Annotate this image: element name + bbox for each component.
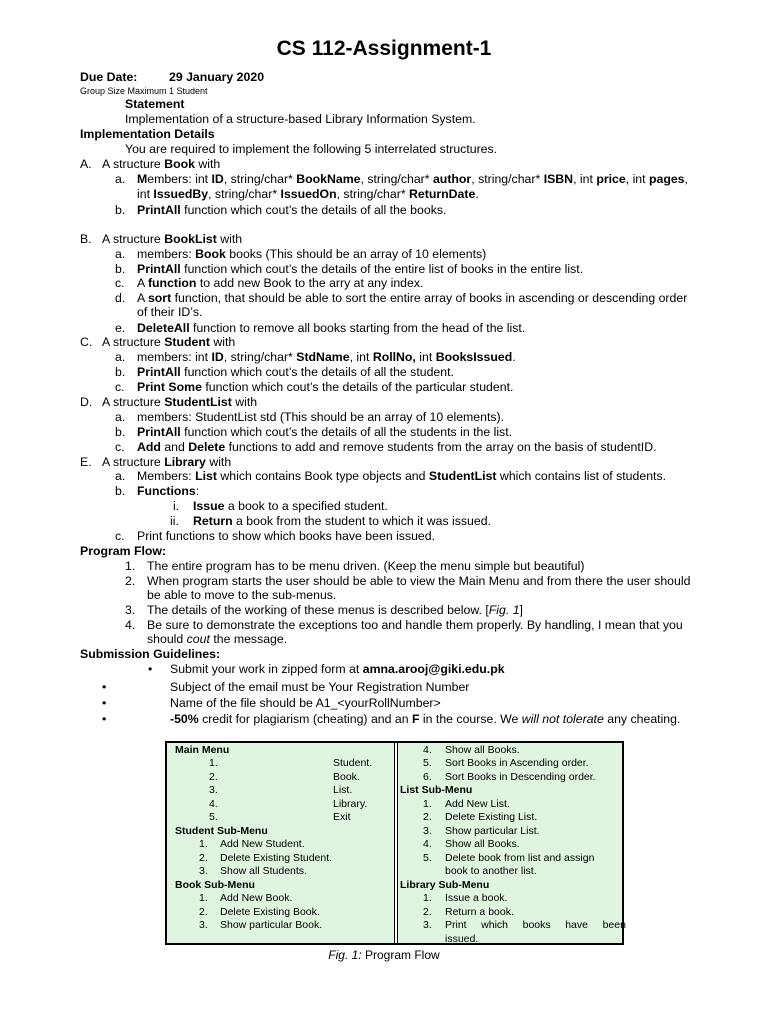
flow-item-3: The details of the working of these menus is described below. [Fig. 1]	[147, 603, 523, 617]
booklist-members: members: Book books (This should be an array of 10 elements)	[137, 247, 487, 261]
menu-number: 4.	[209, 797, 218, 810]
book-submenu-item: Sort Books in Ascending order.	[445, 757, 589, 769]
structure-e-heading: A structure Library with	[102, 455, 232, 469]
library-submenu-item: Return a book.	[445, 905, 514, 918]
menu-number: 3.	[199, 865, 208, 877]
item-marker: i.	[173, 499, 180, 513]
booklist-sort-line2: of their ID’s.	[137, 305, 203, 319]
structure-c-marker: C.	[80, 335, 93, 349]
student-printsome: Print Some function which cout’s the details of the particular student.	[137, 380, 514, 394]
item-marker: 2.	[125, 574, 136, 588]
list-submenu-item: Show particular List.	[445, 824, 540, 837]
program-flow-figure	[165, 741, 624, 945]
student-submenu-item: Add New Student.	[220, 838, 305, 850]
menu-number: 2.	[209, 770, 218, 783]
submission-item-1: Submit your work in zipped form at amna.arooj@giki.edu.pk	[170, 662, 505, 676]
main-menu-heading: Main Menu	[175, 744, 230, 756]
library-members: Members: List which contains Book type objects and StudentList which contains list of students.	[137, 469, 667, 483]
studentlist-add-delete: Add and Delete functions to add and remove students from the array on the basis of studentID.	[137, 440, 657, 454]
booklist-add-function: A function to add new Book to the arry at any index.	[137, 276, 424, 290]
menu-number: 3.	[423, 824, 432, 837]
flow-item-4-line1: Be sure to demonstrate the exceptions too and handle them properly. By handling, I mean that you	[147, 618, 683, 632]
menu-number: 5.	[209, 811, 218, 823]
submission-heading: Submission Guidelines:	[80, 647, 221, 661]
library-return: Return a book from the student to which it was issued.	[193, 514, 491, 528]
menu-number: 5.	[423, 851, 432, 864]
item-marker: d.	[115, 291, 126, 305]
structure-a-marker: A.	[80, 157, 92, 171]
list-submenu-item: Show all Books.	[445, 838, 520, 850]
studentlist-printall: PrintAll function which cout’s the details of all the students in the list.	[137, 425, 513, 439]
bullet: •	[102, 696, 107, 710]
item-marker: c.	[115, 529, 125, 543]
group-size: Group Size Maximum 1 Student	[80, 86, 208, 96]
list-submenu-item: Delete book from list and assign	[445, 851, 595, 864]
main-menu-item: Exit	[333, 811, 351, 823]
main-menu-item: Book.	[333, 770, 360, 783]
due-date-label: Due Date:	[80, 70, 138, 84]
menu-number: 1.	[423, 892, 432, 904]
bullet: •	[102, 712, 107, 726]
bullet: •	[148, 662, 153, 676]
item-marker: c.	[115, 276, 125, 290]
structure-a-heading: A structure Book with	[102, 157, 221, 171]
item-marker: a.	[115, 350, 126, 364]
page-title: CS 112-Assignment-1	[276, 37, 492, 60]
flow-item-2-line2: be able to move to the sub-menus.	[147, 588, 337, 602]
flow-item-2-line1: When program starts the user should be able to view the Main Menu and from there the user should	[147, 574, 691, 588]
program-flow-heading: Program Flow:	[80, 544, 167, 558]
menu-number: 1.	[199, 838, 208, 850]
menu-number: 5.	[423, 757, 432, 769]
menu-number: 3.	[423, 919, 432, 931]
item-marker: b.	[115, 425, 126, 439]
library-issue: Issue a book to a specified student.	[193, 499, 388, 513]
menu-number: 3.	[199, 919, 208, 931]
item-marker: a.	[115, 469, 126, 483]
flow-item-1: The entire program has to be menu driven. (Keep the menu simple but beautiful)	[147, 559, 585, 573]
book-members-line2: int IssuedBy, string/char* IssuedOn, string/char* ReturnDate.	[137, 187, 479, 201]
structure-b-marker: B.	[80, 232, 92, 246]
library-submenu-heading: Library Sub-Menu	[400, 878, 490, 891]
menu-number: 1.	[423, 797, 432, 810]
book-submenu-heading: Book Sub-Menu	[175, 878, 255, 891]
item-marker: b.	[115, 262, 126, 276]
list-submenu-item: Delete Existing List.	[445, 811, 538, 823]
structure-d-heading: A structure StudentList with	[102, 395, 258, 409]
item-marker: 4.	[125, 618, 136, 632]
menu-number: 2.	[199, 905, 208, 918]
book-submenu-item: Sort Books in Descending order.	[445, 770, 596, 783]
book-submenu-item: Show all Books.	[445, 744, 520, 756]
menu-number: 6.	[423, 770, 432, 783]
structure-c-heading: A structure Student with	[102, 335, 236, 349]
item-marker: b.	[115, 365, 126, 379]
menu-number: 4.	[423, 744, 432, 756]
menu-number: 3.	[209, 784, 218, 796]
item-marker: c.	[115, 380, 125, 394]
student-printall: PrintAll function which cout’s the details of all the student.	[137, 365, 454, 379]
statement-text: Implementation of a structure-based Library Information System.	[125, 112, 476, 126]
structure-d-marker: D.	[80, 395, 93, 409]
main-menu-item: List.	[333, 784, 353, 796]
main-menu-item: Student.	[333, 757, 373, 769]
book-submenu-item: Show particular Book.	[220, 919, 323, 931]
student-members: members: int ID, string/char* StdName, int RollNo, int BooksIssued.	[137, 350, 516, 364]
book-members-line1: Members: int ID, string/char* BookName, string/char* author, string/char* ISBN, int price, int pages,	[137, 172, 688, 186]
due-date-value: 29 January 2020	[169, 70, 265, 84]
menu-number: 2.	[423, 811, 432, 823]
item-marker: b.	[115, 203, 126, 217]
item-marker: a.	[115, 172, 126, 186]
figure-caption: Fig. 1: Program Flow	[328, 948, 440, 962]
book-submenu-item: Delete Existing Book.	[220, 905, 320, 918]
booklist-deleteall: DeleteAll function to remove all books starting from the head of the list.	[137, 321, 526, 335]
item-marker: c.	[115, 440, 125, 454]
menu-number: 2.	[423, 905, 432, 918]
column-divider	[394, 743, 398, 943]
menu-number: 1.	[199, 892, 208, 904]
item-marker: 3.	[125, 603, 136, 617]
submission-item-4: -50% credit for plagiarism (cheating) and an F in the course. We will not tolerate any cheating.	[170, 712, 681, 726]
student-submenu-heading: Student Sub-Menu	[175, 824, 268, 837]
menu-number: 2.	[199, 851, 208, 864]
bullet: •	[102, 680, 107, 694]
book-printall: PrintAll function which cout’s the details of all the books.	[137, 203, 447, 217]
booklist-sort-line1: A sort function, that should be able to sort the entire array of books in ascending or descending order	[137, 291, 688, 305]
menu-number: 1.	[209, 757, 218, 769]
item-marker: b.	[115, 484, 126, 498]
library-submenu-item-continued: issued.	[445, 932, 479, 945]
main-menu-item: Library.	[333, 797, 368, 810]
library-print: Print functions to show which books have been issued.	[137, 529, 436, 543]
structure-b-heading: A structure BookList with	[102, 232, 243, 246]
list-submenu-item-continued: book to another list.	[445, 865, 537, 877]
student-submenu-item: Delete Existing Student.	[220, 851, 333, 864]
item-marker: a.	[115, 410, 126, 424]
implementation-intro: You are required to implement the following 5 interrelated structures.	[125, 142, 498, 156]
item-marker: 1.	[125, 559, 136, 573]
item-marker: ii.	[170, 514, 179, 528]
submission-item-3: Name of the file should be A1_<yourRollNumber>	[170, 696, 441, 710]
menu-number: 4.	[423, 838, 432, 850]
library-submenu-item: Print which books have been	[445, 919, 626, 931]
student-submenu-item: Show all Students.	[220, 865, 307, 877]
item-marker: e.	[115, 321, 126, 335]
flow-item-4-line2: should cout the message.	[147, 632, 288, 646]
list-submenu-heading: List Sub-Menu	[400, 784, 473, 796]
structure-e-marker: E.	[80, 455, 92, 469]
submission-item-2: Subject of the email must be Your Registration Number	[170, 680, 470, 694]
implementation-heading: Implementation Details	[80, 127, 215, 141]
booklist-printall: PrintAll function which cout’s the details of the entire list of books in the entire list.	[137, 262, 584, 276]
statement-heading: Statement	[125, 97, 185, 111]
list-submenu-item: Add New List.	[445, 797, 510, 810]
book-submenu-item: Add New Book.	[220, 892, 293, 904]
library-submenu-item: Issue a book.	[445, 892, 508, 904]
studentlist-members: members: StudentList std (This should be an array of 10 elements).	[137, 410, 505, 424]
item-marker: a.	[115, 247, 126, 261]
library-functions: Functions:	[137, 484, 200, 498]
